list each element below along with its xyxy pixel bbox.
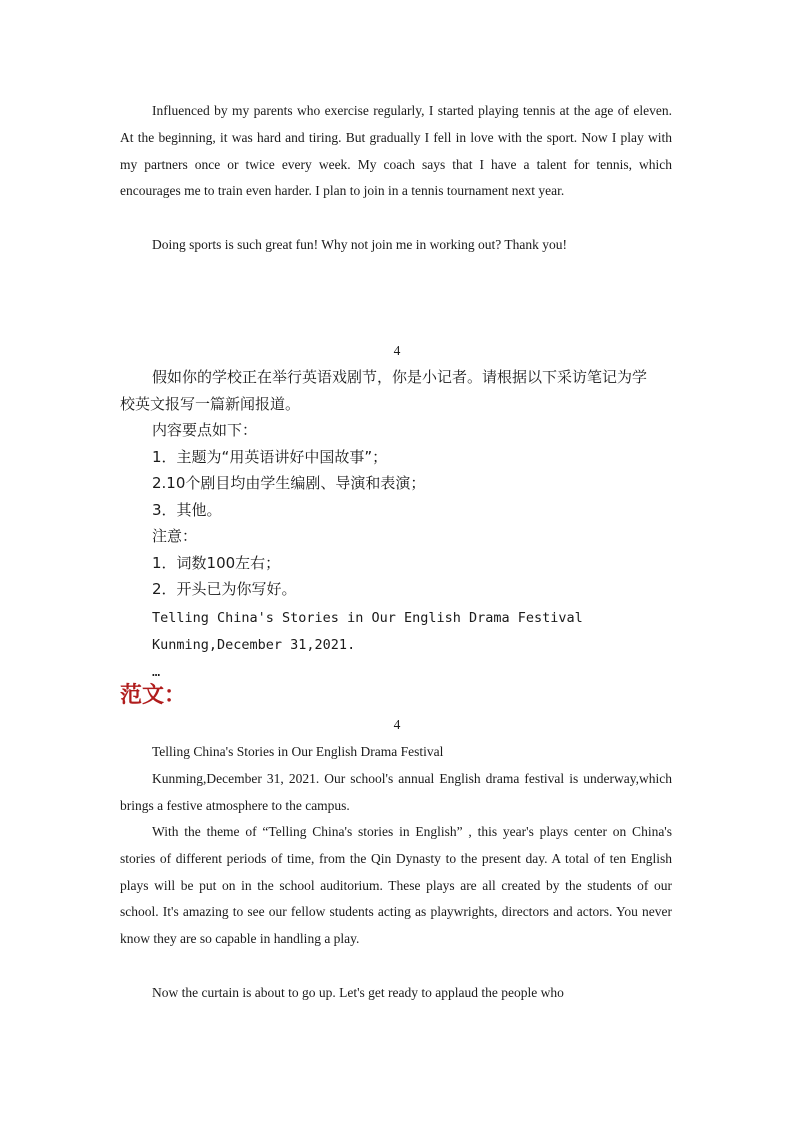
model-essay-label: 范文： — [120, 682, 187, 708]
task-ellipsis: … — [152, 664, 161, 680]
task-dateline: Kunming,December 31,2021. — [152, 637, 356, 653]
task-writing-start — [152, 605, 692, 686]
task-prompt-line-2: 校英文报写一篇新闻报道。 — [120, 394, 301, 413]
notes-heading: 注意： — [152, 527, 198, 545]
task-prompt-line-1: 假如你的学校正在举行英语戏剧节，你是小记者。请根据以下采访笔记为学 — [152, 368, 648, 386]
model-essay-title: Telling China's Stories in Our English Drama Festival — [152, 744, 444, 759]
note-item-1: 1．词数100左右； — [152, 553, 281, 572]
model-essay-number: 4 — [393, 717, 401, 732]
task-title: Telling China's Stories in Our English Drama Festival — [152, 610, 583, 626]
task-number: 4 — [393, 343, 401, 358]
points-heading: 内容要点如下： — [152, 421, 258, 439]
model-essay-paragraph-2: With the theme of “Telling China's stories in English” , this year's plays center on China's stories of different periods of time, from the Qin Dynasty to the present day. A total of ten English plays will be put on in the school auditorium. These plays are all created by the students of our school. It's amazing to see our fellow students acting as playwrights, directors and actors. You never know they are so capable in handling a play. — [120, 824, 672, 947]
point-item-1: 1．主题为“用英语讲好中国故事”； — [152, 447, 388, 466]
model-essay-paragraph-3: Now the curtain is about to go up. Let's get ready to applaud the people who — [152, 985, 564, 1000]
previous-essay-paragraph-2: Doing sports is such great fun! Why not join me in working out? Thank you! — [152, 237, 567, 252]
point-item-3: 3．其他。 — [152, 500, 222, 519]
model-essay-paragraph-1: Kunming,December 31, 2021. Our school's annual English drama festival is underway,which brings a festive atmosphere to the campus. — [120, 771, 672, 813]
point-item-2: 2.10个剧目均由学生编剧、导演和表演； — [152, 474, 426, 492]
task-prompt — [120, 364, 680, 603]
previous-essay-paragraph-1: Influenced by my parents who exercise regularly, I started playing tennis at the age of eleven. At the beginning, it was hard and tiring. But gradually I fell in love with the sport. Now I play with my partners once or twice every week. My coach says that I have a talent for tennis, which encourages me to train even harder. I plan to join in a tennis tournament next year. — [120, 103, 672, 199]
note-item-2: 2．开头已为你写好。 — [152, 580, 297, 598]
